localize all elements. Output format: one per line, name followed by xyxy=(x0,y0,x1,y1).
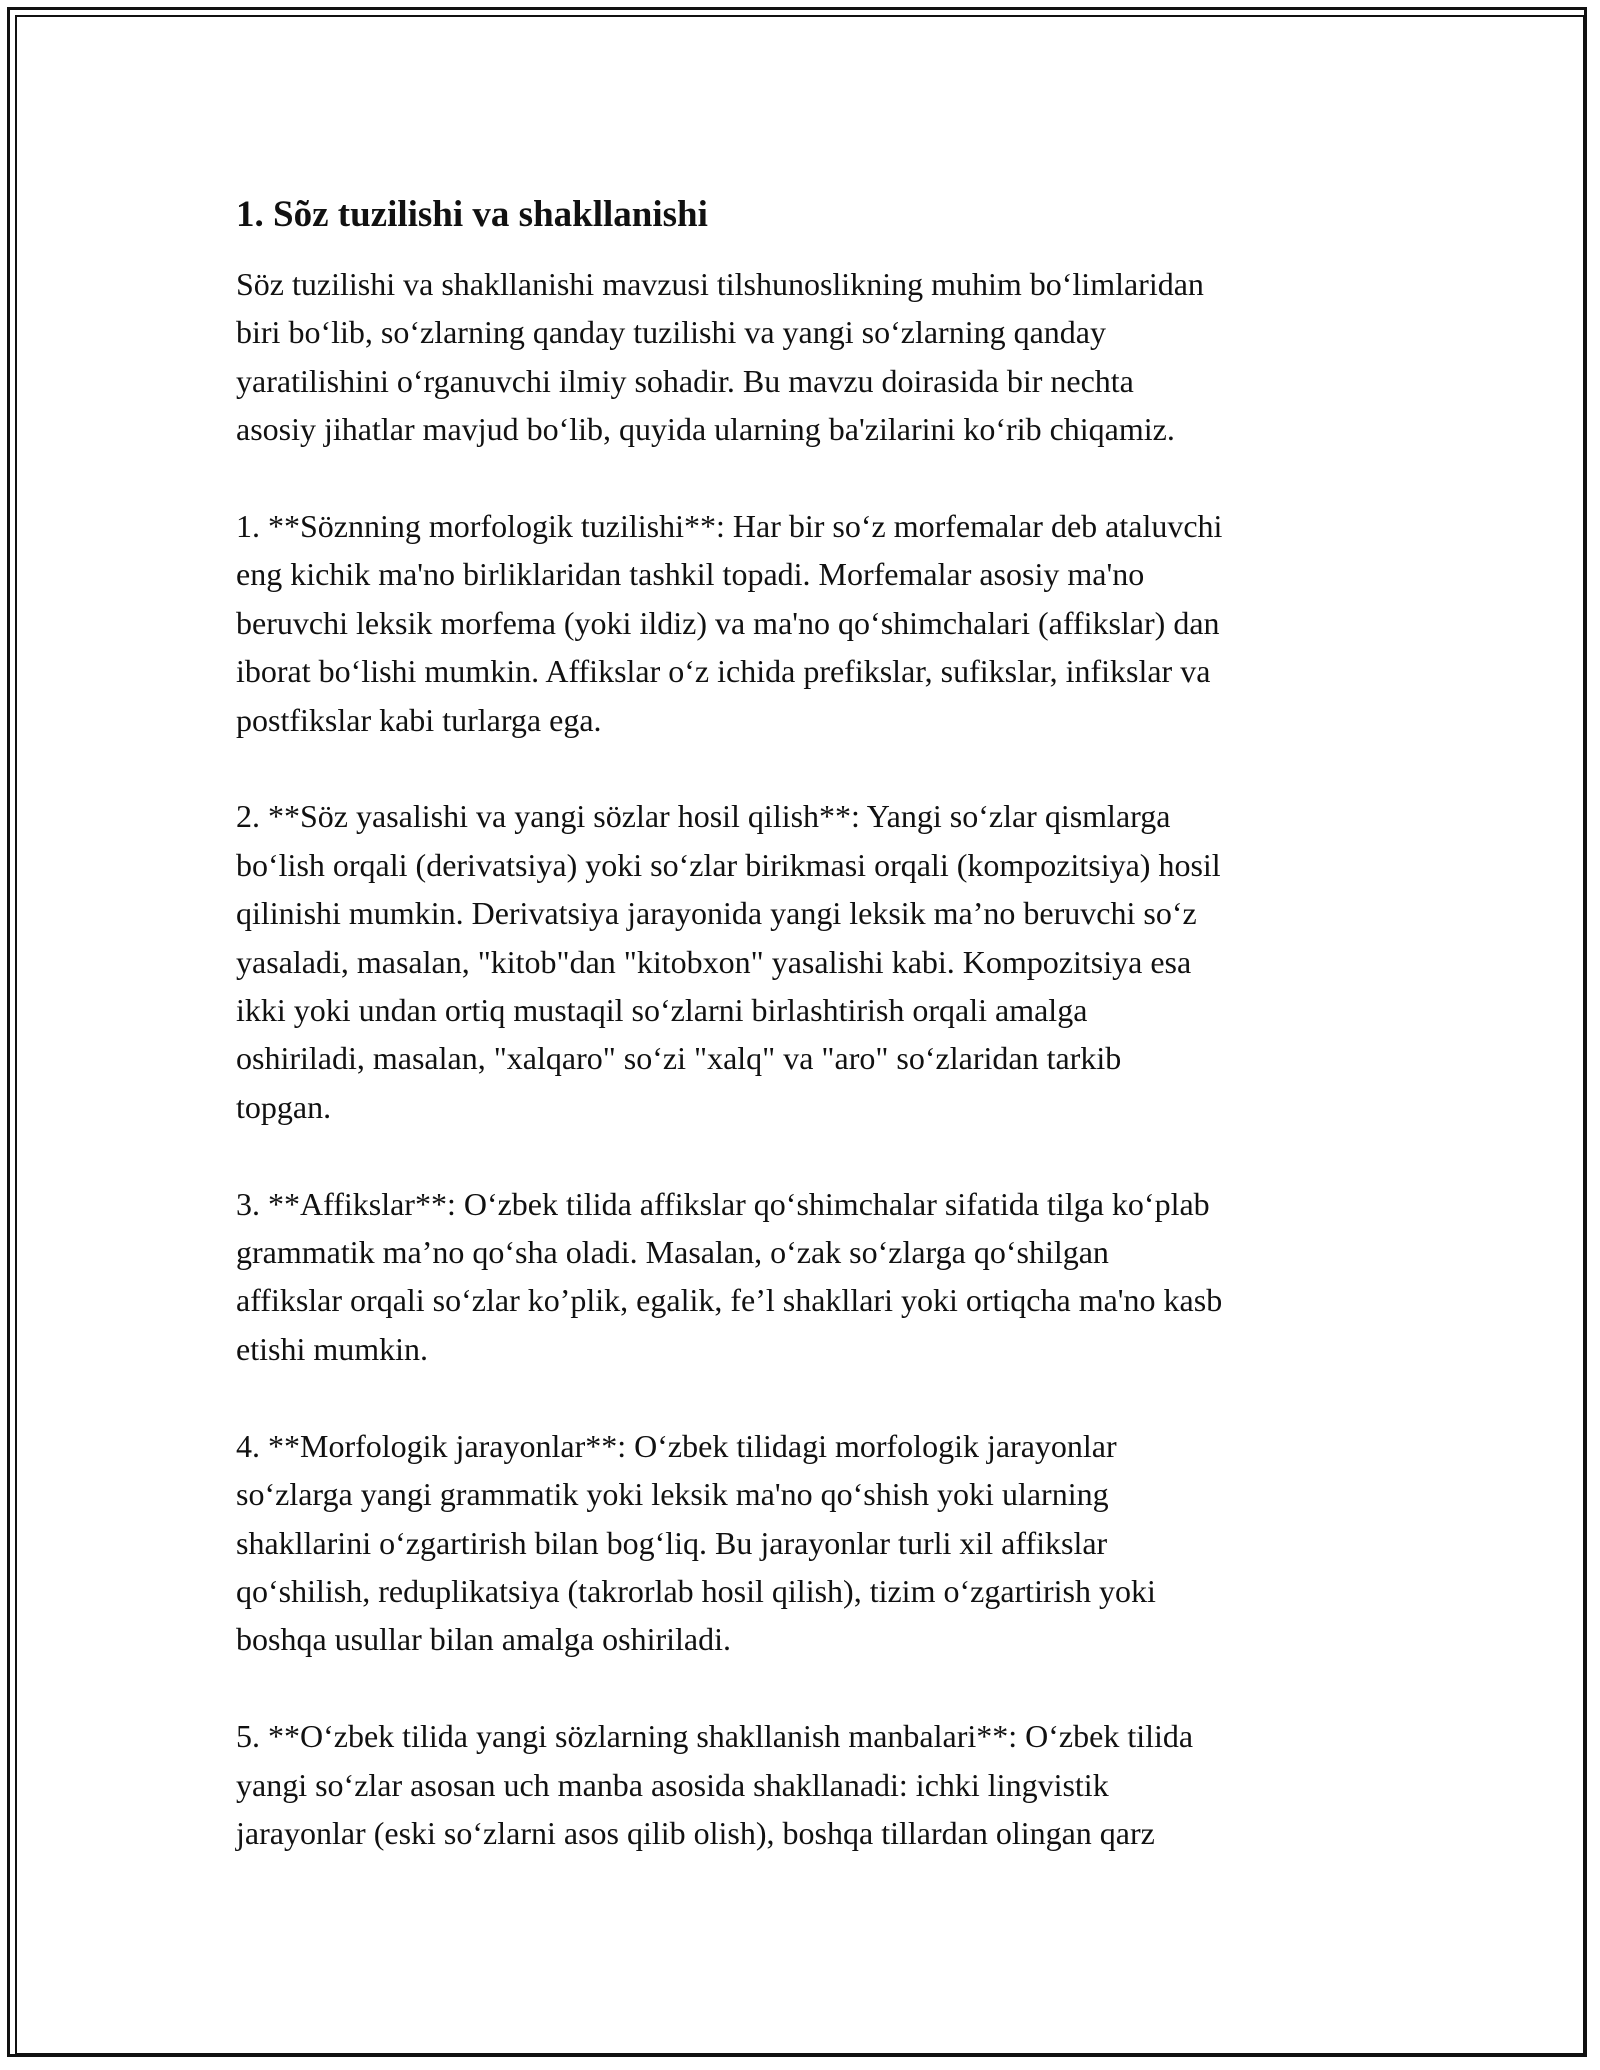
page-content xyxy=(236,186,1376,1857)
intro-paragraph: Söz tuzilishi va shakllanishi mavzusi tilshunoslikning muhim bo‘limlaridan biri bo‘lib, so‘zlarning qanday tuzilishi va yangi so‘zlarning qanday yaratilishini o‘rganuvchi ilmiy sohadir. Bu mavzu doirasida bir nechta asosiy jihatlar mavjud bo‘lib, quyida ularning ba'zilarini ko‘rib chiqamiz. xyxy=(236,266,1204,448)
page-title: 1. Sõz tuzilishi va shakllanishi xyxy=(236,194,708,235)
list-item-new-word-sources: 5. **O‘zbek tilida yangi sözlarning shakllanish manbalari**: O‘zbek tilida yangi so‘zlar asosan uch manba asosida shakllanadi: ichki lingvistik jarayonlar (eski so‘zlarni asos qilib olish), boshqa tillardan olingan qarz xyxy=(236,1718,1194,1851)
list-item-morphological-structure: 1. **Söznning morfologik tuzilishi**: Har bir so‘z morfemalar deb ataluvchi eng kichik ma'no birliklaridan tashkil topadi. Morfemalar asosiy ma'no beruvchi leksik morfema (yoki ildiz) va ma'no qo‘shimchalari (affikslar) dan iborat bo‘lishi mumkin. Affikslar o‘z ichida prefikslar, sufikslar, infikslar va postfikslar kabi turlarga ega. xyxy=(236,508,1223,738)
list-item-morphological-processes: 4. **Morfologik jarayonlar**: O‘zbek tilidagi morfologik jarayonlar so‘zlarga yangi grammatik yoki leksik ma'no qo‘shish yoki ularning shakllarini o‘zgartirish bilan bog‘liq. Bu jarayonlar turli xil affikslar qo‘shilish, reduplikatsiya (takrorlab hosil qilish), tizim o‘zgartirish yoki boshqa usullar bilan amalga oshiriladi. xyxy=(236,1427,1156,1658)
list-item-affixes: 3. **Affikslar**: O‘zbek tilida affikslar qo‘shimchalar sifatida tilga ko‘plab grammatik ma’no qo‘sha oladi. Masalan, o‘zak so‘zlarga qo‘shilgan affikslar orqali so‘zlar ko’plik, egalik, fe’l shakllari yoki ortiqcha ma'no kasb etishi mumkin. xyxy=(236,1185,1223,1367)
list-item-word-formation: 2. **Söz yasalishi va yangi sözlar hosil qilish**: Yangi so‘zlar qismlarga bo‘lish orqali (derivatsiya) yoki so‘zlar birikmasi orqali (kompozitsiya) hosil qilinishi mumkin. Derivatsiya jarayonida yangi leksik ma’no beruvchi so‘z yasaladi, masalan, "kitob"dan "kitobxon" yasalishi kabi. Kompozitsiya esa ikki yoki undan ortiq mustaqil so‘zlarni birlashtirish orqali amalga oshiriladi, masalan, "xalqaro" so‘zi "xalq" va "aro" so‘zlaridan tarkib topgan. xyxy=(236,798,1221,1125)
